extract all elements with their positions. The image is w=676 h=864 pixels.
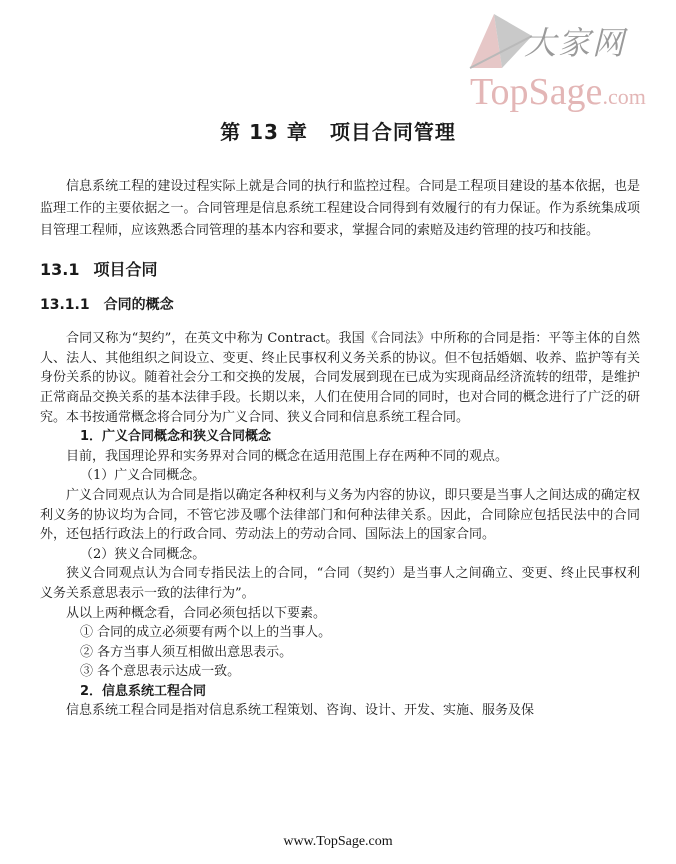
element-item-2: ② 各方当事人须互相做出意思表示。 (80, 644, 293, 660)
chapter-name: 项目合同管理 (329, 120, 456, 144)
element-item-1: ① 合同的成立必须要有两个以上的当事人。 (80, 625, 332, 641)
watermark-logo (462, 8, 672, 118)
paragraph-is-contract: 信息系统工程合同是指对信息系统工程策划、咨询、设计、开发、实施、服务及保 (66, 703, 535, 719)
paragraph-two-views: 目前，我国理论界和实务界对合同的概念在适用范围上存在两种不同的观点。 (66, 448, 509, 464)
intro-paragraph: 信息系统工程的建设过程实际上就是合同的执行和监控过程。合同是工程项目建设的基本依据，也是监理工作的主要依据之一。合同管理是信息系统工程建设合同得到有效履行的有力保证。作为系统集成项目管理工程师，应该熟悉合同管理的基本内容和要求，掌握合同的索赔及违约管理的技巧和技能。 (40, 179, 640, 238)
paragraph-elements-intro: 从以上两种概念看，合同必须包括以下要素。 (66, 605, 327, 621)
watermark-chinese: 大家网 (524, 24, 627, 62)
paragraph-definition: 合同又称为“契约”，在英文中称为 Contract。我国《合同法》中所称的合同是指：平等主体的自然人、法人、其他组织之间设立、变更、终止民事权利义务关系的协议。但不包括婚姻、收养、监护等有关身份关系的协议。随着社会分工和交换的发展，合同发展到现在已成为实现商品经济流转的纽带，是维护正常商品交换关系的基本法律手段。长期以来，人们在使用合同的同时，也对合同的概念进行了广泛的研究。本书按通常概念将合同分为广义合同、狭义合同和信息系统工程合同。 (40, 331, 640, 425)
item-narrow-concept: （2）狭义合同概念。 (80, 546, 206, 562)
chapter-number: 第 13 章 (220, 120, 308, 144)
heading-broad-narrow: 1．广义合同概念和狭义合同概念 (80, 429, 272, 445)
paragraph-broad: 广义合同观点认为合同是指以确定各种权利与义务为内容的协议，即只要是当事人之间达成的确定权利义务的协议均为合同，不管它涉及哪个法律部门和何种法律关系。因此，合同除应包括民法中的合同外，还包括行政法上的行政合同、劳动法上的劳动合同、国际法上的国家合同。 (40, 487, 640, 543)
page-content (40, 176, 640, 721)
item-broad-concept: （1）广义合同概念。 (80, 468, 206, 484)
chapter-title (0, 116, 676, 145)
heading-is-contract: 2．信息系统工程合同 (80, 683, 207, 699)
watermark-english: TopSage.com (470, 71, 646, 113)
paragraph-narrow: 狭义合同观点认为合同专指民法上的合同，“合同（契约）是当事人之间确立、变更、终止民事权利义务关系意思表示一致的法律行为”。 (40, 566, 640, 601)
footer-url: www.TopSage.com (283, 834, 393, 849)
section-heading: 13.1 项目合同 (40, 260, 158, 279)
subsection-heading: 13.1.1 合同的概念 (40, 296, 174, 313)
element-item-3: ③ 各个意思表示达成一致。 (80, 664, 241, 680)
